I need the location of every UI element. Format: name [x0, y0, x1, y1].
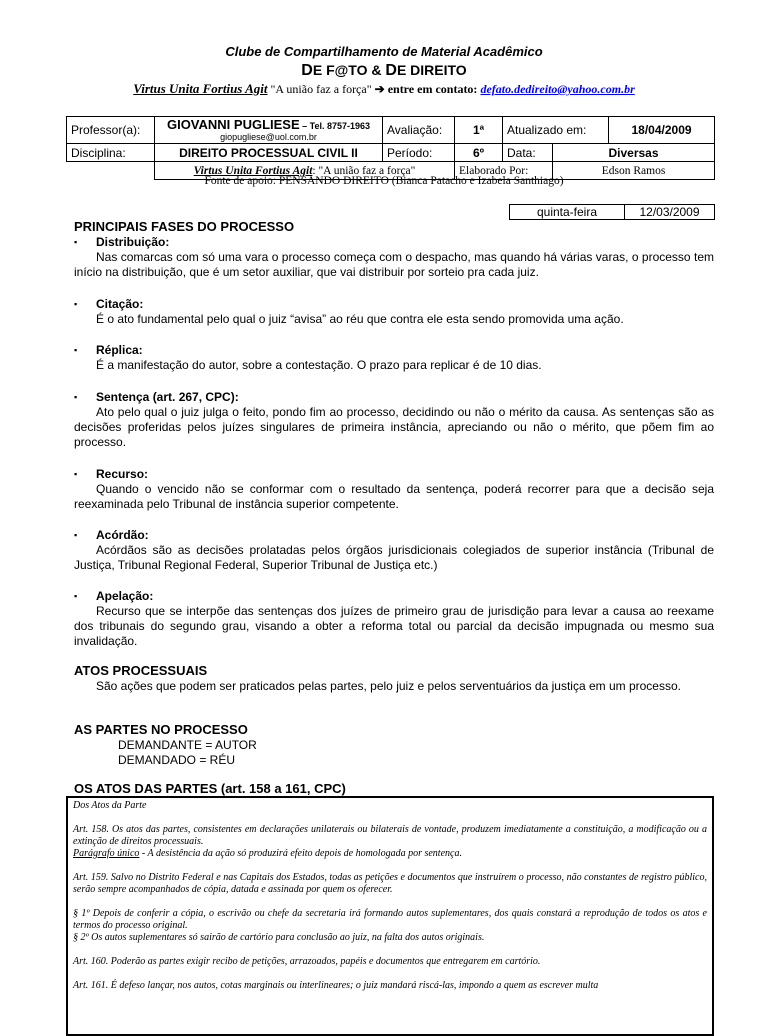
avaliacao-label: Avaliação: — [383, 117, 455, 144]
title-initial-2: D — [385, 62, 397, 79]
recurso-text: Quando o vencido não se conformar com o resultado da sentença, poderá recorrer para que a decisão seja reexaminada pelo Tribunal de instância superior competente. — [74, 482, 714, 511]
fases-heading: PRINCIPAIS FASES DO PROCESSO — [74, 219, 295, 234]
contact-label: entre em contato: — [384, 82, 481, 96]
apelacao-text: Recurso que se interpõe das sentenças dos juízes de primeiro grau de jurisdição para levar a causa ao reexame dos tribunais do segundo grau, visando a obter a reforma total ou parcial da decisão impugnada ou mesmo sua invalidação. — [74, 604, 714, 648]
bullet-icon: ▪ — [74, 345, 78, 355]
atualizado-label: Atualizado em: — [503, 117, 609, 144]
distribuicao-text: Nas comarcas com só uma vara o processo começa com o despacho, mas quando há várias varas, o processo tem início na distribuição, que é um setor auxiliar, que vai distribuir por sorteio pra cada juiz. — [74, 250, 714, 279]
distribuicao-heading: Distribuição: — [96, 235, 170, 249]
art-158: Art. 158. Os atos das partes, consistentes em declarações unilaterais ou bilaterais de vontade, produzem imediatamente a constituição, a modificação ou a extinção de direitos processuais. — [73, 824, 707, 847]
bullet-icon: ▪ — [74, 469, 78, 479]
elaborado-value: Edson Ramos — [553, 162, 715, 180]
sentenca-item — [74, 390, 714, 450]
replica-item — [74, 343, 714, 373]
professor-tel: – Tel. 8757-1963 — [299, 121, 371, 131]
title-part-1: E F@TO & — [312, 62, 386, 78]
bullet-icon: ▪ — [74, 299, 78, 309]
bullet-icon: ▪ — [74, 392, 78, 402]
replica-heading: Réplica: — [96, 343, 143, 357]
club-title: Clube de Compartilhamento de Material Acadêmico — [225, 44, 543, 59]
paragrafo-unico-label: Parágrafo único — [73, 848, 140, 859]
citacao-text: É o ato fundamental pelo qual o juiz “avisa” ao réu que contra ele esta sendo promovida uma ação. — [96, 312, 624, 326]
professor-email: giopugliese@uol.com.br — [220, 132, 317, 142]
arrow-icon: ➔ — [374, 82, 385, 96]
art-158-paragrafo — [73, 848, 707, 860]
periodo-value: 6º — [455, 144, 503, 162]
document-title — [0, 62, 768, 80]
acordao-item — [74, 528, 714, 573]
paragrafo-unico-text: - A desistência da ação só produzirá efeito depois de homologada por sentença. — [139, 848, 462, 859]
bullet-icon: ▪ — [74, 591, 78, 601]
recurso-item — [74, 467, 714, 512]
motto-portuguese: "A união faz a força" — [267, 82, 375, 96]
partes-heading: AS PARTES NO PROCESSO — [74, 722, 248, 737]
citacao-heading: Citação: — [96, 297, 144, 311]
art-160: Art. 160. Poderão as partes exigir recibo de petições, arrazoados, papéis e documentos que entregarem em cartório. — [73, 956, 541, 967]
table-motto-portuguese: : "A união faz a força" — [312, 164, 416, 177]
apelacao-heading: Apelação: — [96, 589, 154, 603]
demandado-line: DEMANDADO = RÉU — [118, 753, 236, 767]
data-label: Data: — [503, 144, 553, 162]
bullet-icon: ▪ — [74, 237, 78, 247]
atualizado-value: 18/04/2009 — [609, 117, 715, 144]
date-box — [509, 204, 715, 220]
demandante-line: DEMANDANTE = AUTOR — [118, 738, 257, 752]
atos-text: São ações que podem ser praticados pelas partes, pelo juiz e pelos serventuários da justiça em um processo. — [96, 679, 681, 693]
atos-heading: ATOS PROCESSUAIS — [74, 663, 208, 678]
recurso-heading: Recurso: — [96, 467, 149, 481]
law-text-box — [66, 796, 714, 1036]
law-heading: Dos Atos da Parte — [73, 800, 147, 811]
contact-email-link[interactable]: defato.dedireito@yahoo.com.br — [480, 82, 635, 96]
apelacao-item — [74, 589, 714, 649]
atos-partes-heading: OS ATOS DAS PARTES (art. 158 a 161, CPC) — [74, 781, 346, 796]
sentenca-heading: Sentença (art. 267, CPC): — [96, 390, 239, 404]
date-weekday: quinta-feira — [510, 205, 625, 220]
distribuicao-item — [74, 235, 714, 280]
disciplina-value: DIREITO PROCESSUAL CIVIL II — [155, 144, 383, 162]
art-159: Art. 159. Salvo no Distrito Federal e nas Capitais dos Estados, todas as petições e documentos que instruírem o processo, não constantes de registro público, serão sempre acompanhados de cópia, datada e assinada por quem os oferecer. — [73, 872, 707, 895]
replica-text: É a manifestação do autor, sobre a contestação. O prazo para replicar é de 10 dias. — [96, 358, 542, 372]
title-initial-1: D — [301, 62, 313, 79]
title-part-2: E DIREITO — [396, 62, 467, 78]
art-159-p2: § 2º Os autos suplementares só sairão de cartório para conclusão ao juiz, na falta dos autos originais. — [73, 932, 485, 943]
professor-label: Professor(a): — [67, 117, 155, 144]
fonte-de-apoio: Fonte de apoio: PENSANDO DIREITO (Bianca Patacho e Izabela Santhiago) — [204, 175, 564, 187]
motto-line — [0, 81, 768, 97]
art-161: Art. 161. É defeso lançar, nos autos, cotas marginais ou interlineares; o juiz mandará riscá-las, impondo a quem as escrever multa — [73, 980, 599, 991]
bullet-icon: ▪ — [74, 530, 78, 540]
info-table — [66, 116, 715, 180]
motto-latin: Virtus Unita Fortius Agit — [133, 81, 268, 96]
professor-name: GIOVANNI PUGLIESE — [166, 117, 300, 132]
avaliacao-value: 1ª — [455, 117, 503, 144]
disciplina-label: Disciplina: — [67, 144, 155, 162]
acordao-text: Acórdãos são as decisões prolatadas pelos órgãos jurisdicionais colegiados de superior instância (Tribunal de Justiça, Tribunal Regional Federal, Superior Tribunal de Justiça etc.) — [74, 543, 714, 572]
art-159-p1: § 1º Depois de conferir a cópia, o escrivão ou chefe da secretaria irá formando autos suplementares, dos quais constará a reprodução de todos os atos e termos do processo original. — [73, 908, 707, 931]
periodo-label: Período: — [383, 144, 455, 162]
table-motto-latin: Virtus Unita Fortius Agit — [193, 164, 313, 177]
date-value: 12/03/2009 — [625, 205, 715, 220]
elaborado-label: Elaborado Por: — [455, 162, 553, 180]
professor-cell — [155, 117, 383, 144]
sentenca-text: Ato pelo qual o juiz julga o feito, pondo fim ao processo, decidindo ou não o mérito da causa. As sentenças são as decisões proferidas pelos juízes singulares de primeira instância, apreciando ou não o mérito, que põem fim ao processo. — [74, 405, 714, 449]
citacao-item — [74, 297, 714, 327]
acordao-heading: Acórdão: — [96, 528, 149, 542]
data-value: Diversas — [553, 144, 715, 162]
